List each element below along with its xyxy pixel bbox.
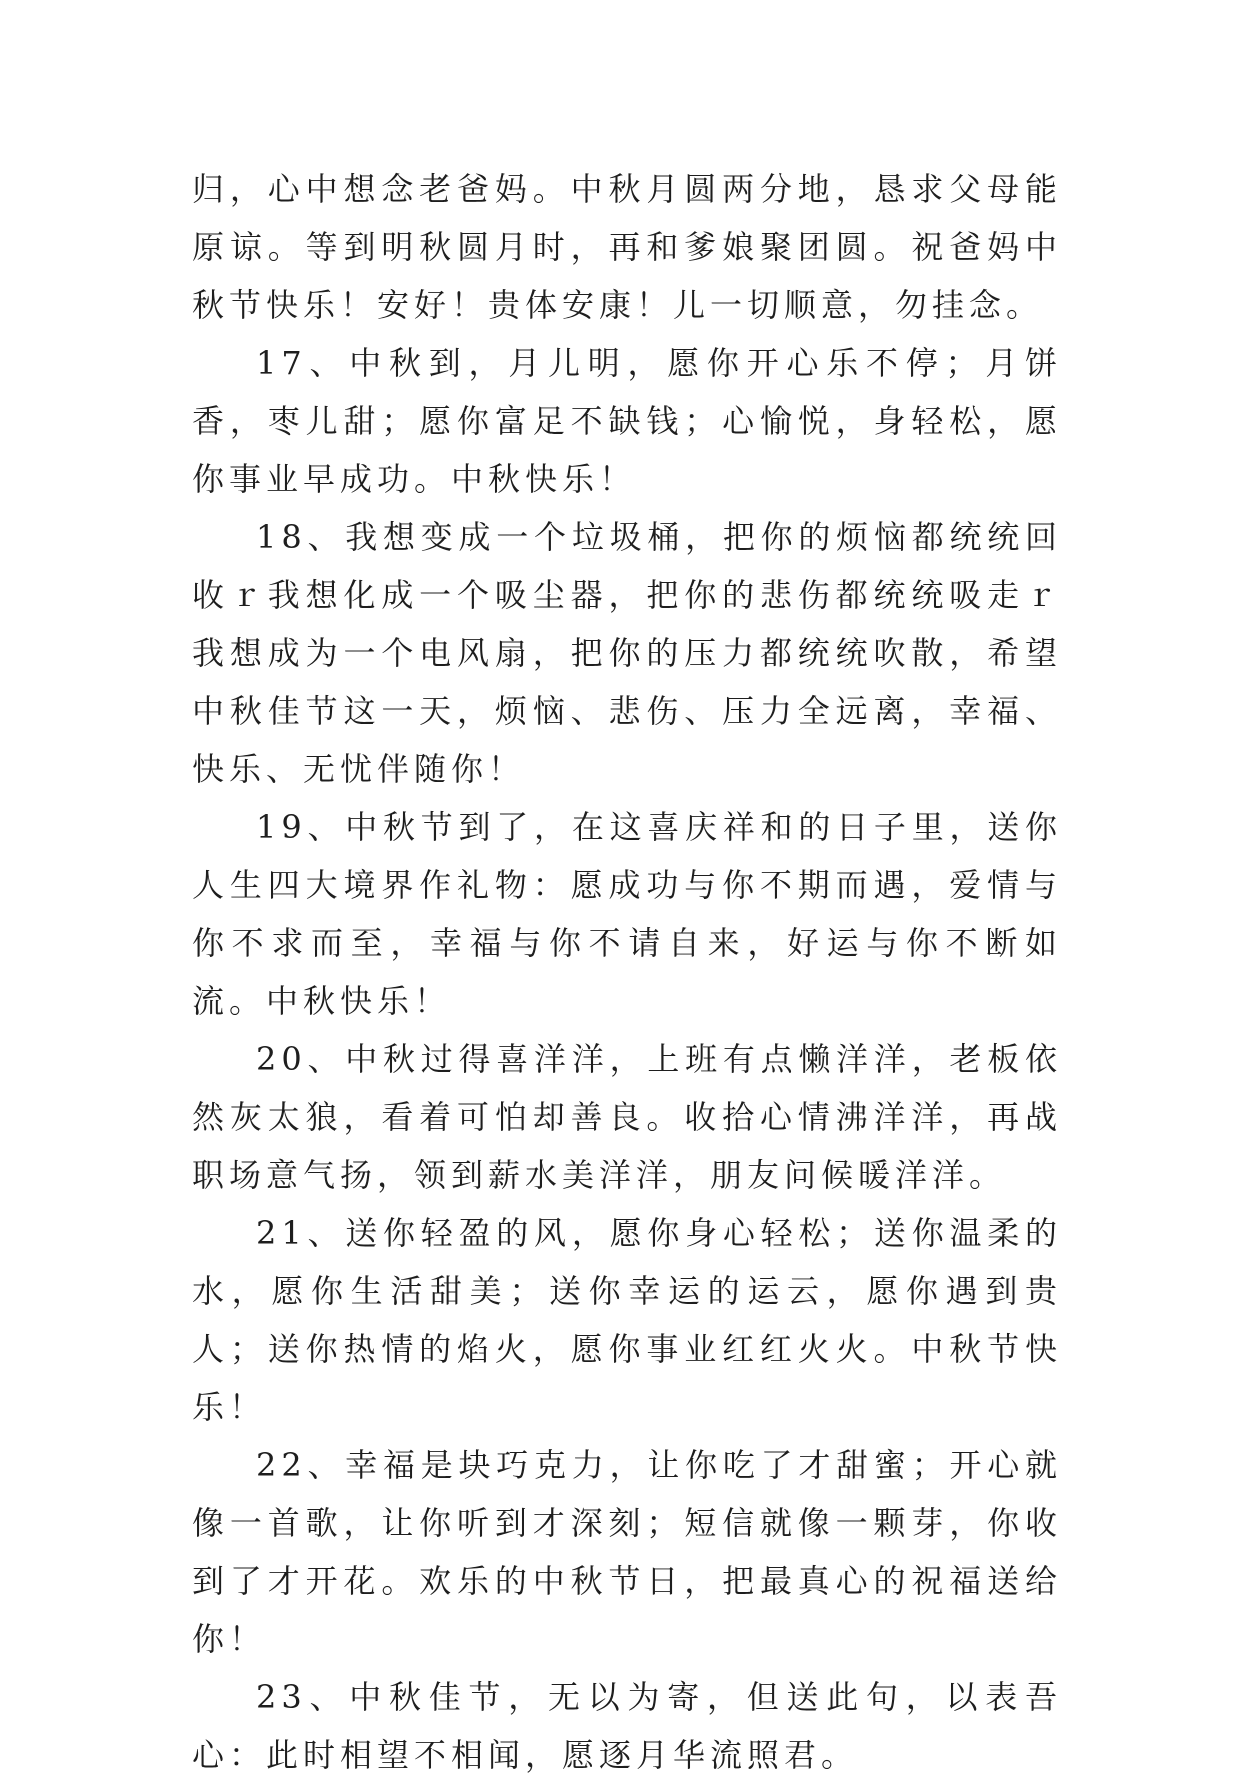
paragraph-21: 21、送你轻盈的风，愿你身心轻松；送你温柔的水，愿你生活甜美；送你幸运的运云，愿你遇到贵人；送你热情的焰火，愿你事业红红火火。中秋节快乐！ xyxy=(192,1214,1062,1426)
paragraph-continued: 归，心中想念老爸妈。中秋月圆两分地，恳求父母能原谅。等到明秋圆月时，再和爹娘聚团圆。祝爸妈中秋节快乐！安好！贵体安康！儿一切顺意，勿挂念。 xyxy=(192,170,1062,324)
paragraph-18: 18、我想变成一个垃圾桶，把你的烦恼都统统回收ｒ我想化成一个吸尘器，把你的悲伤都统统吸走ｒ我想成为一个电风扇，把你的压力都统统吹散，希望中秋佳节这一天，烦恼、悲伤、压力全远离，幸福、快乐、无忧伴随你！ xyxy=(192,518,1062,788)
paragraph-22: 22、幸福是块巧克力，让你吃了才甜蜜；开心就像一首歌，让你听到才深刻；短信就像一颗芽，你收到了才开花。欢乐的中秋节日，把最真心的祝福送给你！ xyxy=(192,1446,1062,1658)
paragraph-23: 23、中秋佳节，无以为寄，但送此句，以表吾心：此时相望不相闻，愿逐月华流照君。 xyxy=(192,1678,1062,1774)
paragraph-17: 17、中秋到，月儿明，愿你开心乐不停；月饼香，枣儿甜；愿你富足不缺钱；心愉悦，身轻松，愿你事业早成功。中秋快乐！ xyxy=(192,344,1062,498)
paragraph-20: 20、中秋过得喜洋洋，上班有点懒洋洋，老板依然灰太狼，看着可怕却善良。收拾心情沸洋洋，再战职场意气扬，领到薪水美洋洋，朋友问候暖洋洋。 xyxy=(192,1040,1062,1194)
document-body xyxy=(192,160,1062,1784)
paragraph-19: 19、中秋节到了，在这喜庆祥和的日子里，送你人生四大境界作礼物：愿成功与你不期而遇，爱情与你不求而至，幸福与你不请自来，好运与你不断如流。中秋快乐！ xyxy=(192,808,1062,1020)
